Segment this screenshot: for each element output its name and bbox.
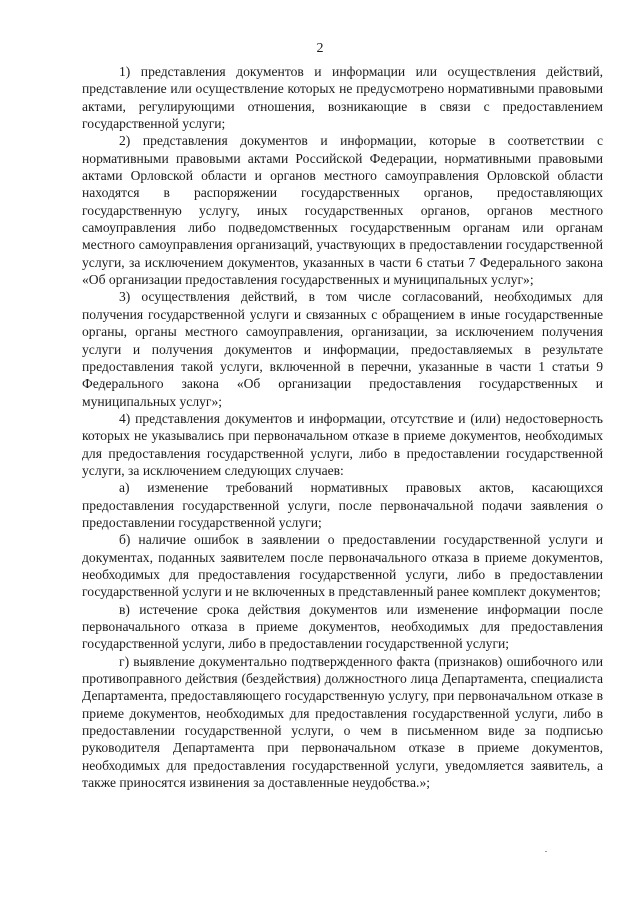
scan-speck [545, 851, 547, 852]
paragraph-subitem-b: б) наличие ошибок в заявлении о предоставлении государственной услуги и документах, поданных заявителем после первоначального отказа в приеме документов, необходимых для предоставления государственной услуги, либо в предоставлении государственной услуги и не включенных в представленный ранее комплект документов; [82, 532, 603, 600]
paragraph-subitem-a: а) изменение требований нормативных правовых актов, касающихся предоставления государственной услуги, после первоначальной подачи заявления о предоставлении государственной услуги; [82, 480, 603, 530]
paragraph-item-4: 4) представления документов и информации, отсутствие и (или) недостоверность которых не указывались при первоначальном отказе в приеме документов, необходимых для предоставления государственной услуги, либо в предоставлении государственной услуги, за исключением следующих случаев: [82, 410, 603, 478]
paragraph-item-3: 3) осуществления действий, в том числе согласований, необходимых для получения государственной услуги и связанных с обращением в иные государственные органы, органы местного самоуправления, организации, за исключением получения услуги и получения документов и информации, предоставляемых в результате предоставления такой услуги, включенной в перечни, указанные в части 1 статьи 9 Федерального закона «Об организации предоставления государственных и муниципальных услуг»; [82, 289, 603, 409]
paragraph-item-2: 2) представления документов и информации, которые в соответствии с нормативными правовыми актами Российской Федерации, нормативными правовыми актами Орловской области и органов местного самоуправления Орловской области находятся в распоряжении государственных органов, предоставляющих государственную услугу, иных государственных органов, органов местного самоуправления либо подведомственных государственным органам или органам местного самоуправления организаций, участвующих в предоставлении государственной услуги, за исключением документов, указанных в части 6 статьи 7 Федерального закона «Об организации предоставления государственных и муниципальных услуг»; [82, 133, 603, 288]
paragraph-subitem-v: в) истечение срока действия документов или изменение информации после первоначального отказа в приеме документов, необходимых для предоставления государственной услуги, либо в предоставлении государственной услуги; [82, 601, 603, 652]
paragraph-subitem-g: г) выявление документально подтвержденного факта (признаков) ошибочного или противоправного действия (бездействия) должностного лица Департамента, специалиста Департамента, предоставляющего государственную услугу, при первоначальном отказе в приеме документов, необходимых для предоставления государственной услуги, либо в предоставлении государственной услуги, о чем в письменном виде за подписью руководителя Департамента при первоначальном отказе в приеме документов, необходимых для предоставления государственной услуги, уведомляется заявитель, а также приносятся извинения за доставленные неудобства.»; [82, 653, 603, 791]
document-body [82, 63, 603, 791]
page-number: 2 [316, 41, 324, 56]
paragraph-item-1: 1) представления документов и информации или осуществления действий, представление или осуществление которых не предусмотрено нормативными правовыми актами, регулирующими отношения, возникающие в связи с предоставлением государственной услуги; [82, 64, 603, 132]
